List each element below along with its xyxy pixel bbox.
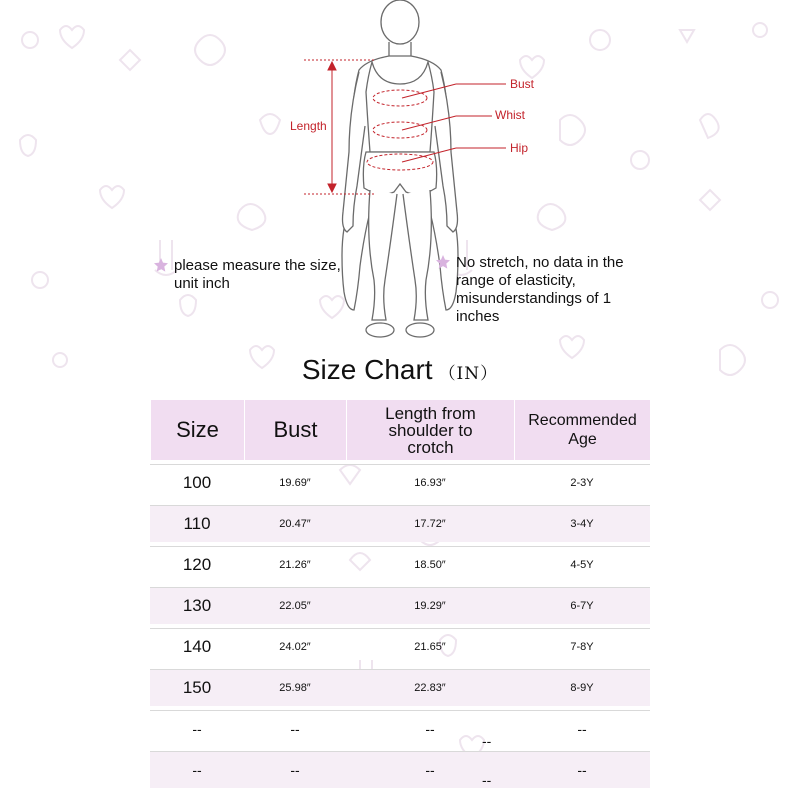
size-table xyxy=(150,396,650,792)
note-line: No stretch, no data in the xyxy=(456,254,624,271)
body-measurement-figure xyxy=(0,0,800,350)
note-line: please measure the size, xyxy=(174,257,341,274)
head-outline xyxy=(381,0,419,44)
cell-bust: 22.05″ xyxy=(244,587,346,624)
note-measure-unit xyxy=(174,257,341,293)
cell-bust: 21.26″ xyxy=(244,546,346,583)
length-label: Length xyxy=(290,119,327,133)
cell-age: 7-8Y xyxy=(514,628,650,665)
cell-age: 8-9Y xyxy=(514,669,650,706)
cell-bust: -- xyxy=(244,751,346,788)
cell-age: 4-5Y xyxy=(514,546,650,583)
table-row xyxy=(150,587,650,624)
note-line: inches xyxy=(456,308,500,325)
header-length-line: Length from xyxy=(385,403,476,423)
note-line: range of elasticity, xyxy=(456,272,576,289)
note-line: unit inch xyxy=(174,275,230,292)
table-row xyxy=(150,669,650,706)
table-row xyxy=(150,464,650,501)
header-age xyxy=(514,400,650,460)
cell-length: -- xyxy=(346,710,514,747)
note-no-stretch xyxy=(456,254,624,326)
cell-age: -- xyxy=(514,751,650,788)
header-age-line: Recommended xyxy=(528,412,637,429)
cell-age: -- xyxy=(514,710,650,747)
hip-label: Hip xyxy=(510,141,529,155)
cell-size: 150 xyxy=(150,669,244,706)
header-age-line: Age xyxy=(568,431,597,448)
cell-size: -- xyxy=(150,751,244,788)
title-main: Size Chart xyxy=(301,354,433,385)
bust-label: Bust xyxy=(510,77,535,91)
title-unit: （IN） xyxy=(438,364,499,384)
header-length-line: shoulder to xyxy=(388,420,473,440)
cell-length: 19.29″ xyxy=(346,587,514,624)
waist-label: Whist xyxy=(495,108,525,122)
table-row xyxy=(150,505,650,542)
star-icon xyxy=(436,255,450,269)
cell-size: 120 xyxy=(150,546,244,583)
table-row xyxy=(150,710,650,747)
cell-bust: 20.47″ xyxy=(244,505,346,542)
cell-bust: 25.98″ xyxy=(244,669,346,706)
header-length xyxy=(346,400,514,460)
cell-bust: 19.69″ xyxy=(244,464,346,501)
table-row xyxy=(150,628,650,665)
cell-bust: -- xyxy=(244,710,346,747)
header-bust: Bust xyxy=(244,400,346,460)
cell-bust: 24.02″ xyxy=(244,628,346,665)
header-size: Size xyxy=(150,400,244,460)
table-row xyxy=(150,546,650,583)
table-row xyxy=(150,751,650,788)
cell-length: 22.83″ xyxy=(346,669,514,706)
cell-length: 16.93″ xyxy=(346,464,514,501)
cell-length: 21.65″ xyxy=(346,628,514,665)
size-chart-title xyxy=(0,354,800,386)
note-line: misunderstandings of 1 xyxy=(456,290,612,307)
star-icon xyxy=(154,258,168,272)
shorts-outline xyxy=(363,152,436,194)
cell-size: 100 xyxy=(150,464,244,501)
cell-size: -- xyxy=(150,710,244,747)
cell-age: 6-7Y xyxy=(514,587,650,624)
cell-age: 2-3Y xyxy=(514,464,650,501)
cell-length: 17.72″ xyxy=(346,505,514,542)
table-header-row xyxy=(150,400,650,460)
cell-length: 18.50″ xyxy=(346,546,514,583)
extra-dash: -- xyxy=(482,772,492,788)
extra-dash: -- xyxy=(482,733,492,749)
cell-size: 130 xyxy=(150,587,244,624)
cell-size: 110 xyxy=(150,505,244,542)
cell-age: 3-4Y xyxy=(514,505,650,542)
cell-length: -- xyxy=(346,751,514,788)
cell-size: 140 xyxy=(150,628,244,665)
header-length-line: crotch xyxy=(407,437,454,457)
